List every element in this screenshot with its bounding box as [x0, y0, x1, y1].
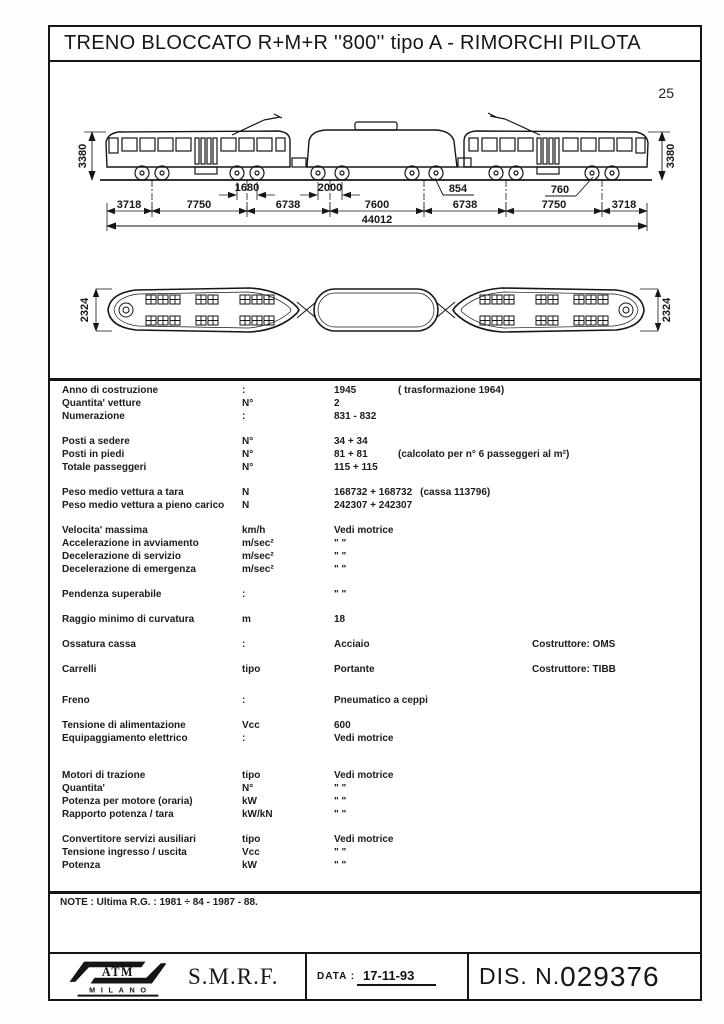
spec-label: Motori di trazione: [62, 770, 146, 781]
spec-row: [50, 499, 700, 512]
atm-logo-icon: [62, 956, 174, 998]
spec-label: Accelerazione in avviamento: [62, 538, 199, 549]
spec-value: 600: [334, 720, 351, 731]
spec-value: 168732 + 168732: [334, 487, 413, 498]
spec-row: [50, 550, 700, 563]
spec-label: Decelerazione di emergenza: [62, 564, 196, 575]
dim-width-left: [96, 289, 112, 331]
spec-value: Pneumatico a ceppi: [334, 695, 428, 706]
spec-value: " ": [334, 809, 347, 820]
spec-label: Velocita' massima: [62, 525, 148, 536]
side-elevation-drawing: [50, 105, 702, 240]
spec-label: Quantita' vetture: [62, 398, 142, 409]
spec-unit: m/sec²: [242, 551, 274, 562]
spec-label: Potenza per motore (oraria): [62, 796, 193, 807]
spec-row: [50, 397, 700, 410]
spec-unit: kW: [242, 860, 257, 871]
spec-maker: Costruttore: TIBB: [532, 664, 616, 675]
spec-row: [50, 795, 700, 808]
spec-label: Posti a sedere: [62, 436, 130, 447]
spec-value: 242307 + 242307: [334, 500, 413, 511]
spec-value: 18: [334, 614, 346, 625]
spec-value: " ": [334, 538, 347, 549]
spec-value: " ": [334, 783, 347, 794]
spec-value: 2: [334, 398, 340, 409]
spec-label: Peso medio vettura a tara: [62, 487, 184, 498]
spec-unit: N°: [242, 462, 254, 473]
spec-label: Tensione ingresso / uscita: [62, 847, 187, 858]
spec-unit: kW: [242, 796, 257, 807]
spec-unit: :: [242, 411, 246, 422]
spec-label: Anno di costruzione: [62, 385, 159, 396]
dim-height-left-label: 3380: [77, 143, 89, 169]
spec-label: Convertitore servizi ausiliari: [62, 834, 196, 845]
title-bar: [50, 27, 700, 62]
sheet-title: TRENO BLOCCATO R+M+R ''800'' tipo A - RIMORCHI PILOTA: [64, 32, 641, 54]
spec-label: Quantita': [62, 783, 105, 794]
dim-width-right: [640, 289, 658, 331]
dim-segment-label: 6738: [452, 199, 478, 211]
right-trailer-car-side: [464, 113, 648, 180]
spec-note: ( trasformazione 1964): [398, 385, 505, 396]
spec-unit: :: [242, 695, 246, 706]
spec-row: [50, 448, 700, 461]
spec-row: [50, 846, 700, 859]
spec-label: Potenza: [62, 860, 101, 871]
spec-row: [50, 410, 700, 423]
spec-row: [50, 694, 700, 707]
spec-unit: N°: [242, 436, 254, 447]
spec-unit: N°: [242, 449, 254, 460]
spec-maker: Costruttore: OMS: [532, 639, 616, 650]
logo-cell: [50, 954, 305, 999]
spec-row: [50, 732, 700, 745]
spec-unit: N: [242, 487, 250, 498]
spec-note: (calcolato per n° 6 passeggeri al m²): [398, 449, 570, 460]
spec-value: 115 + 115: [334, 462, 378, 473]
spec-value: " ": [334, 564, 347, 575]
spec-unit: N°: [242, 398, 254, 409]
spec-row: [50, 537, 700, 550]
dim-wheelbase-trailer-label: 1680: [234, 182, 260, 194]
spec-row: [50, 435, 700, 448]
atm-logo-text: ATM: [101, 964, 135, 979]
spec-row: [50, 588, 700, 601]
drawing-number-value: 029376: [560, 960, 660, 992]
spec-label: Pendenza superabile: [62, 589, 162, 600]
spec-value: 1945: [334, 385, 357, 396]
left-trailer-car-side: [106, 114, 290, 180]
spec-unit: m/sec²: [242, 538, 274, 549]
spec-row: [50, 638, 700, 651]
trolley-pole-icon: [232, 114, 282, 135]
spec-unit: :: [242, 589, 246, 600]
spec-label: Tensione di alimentazione: [62, 720, 186, 731]
spec-label: Numerazione: [62, 411, 125, 422]
dim-854-label: 854: [448, 183, 468, 195]
spec-value: " ": [334, 847, 347, 858]
spec-row: [50, 859, 700, 872]
spec-label: Raggio minimo di curvatura: [62, 614, 195, 625]
drawing-sheet-frame: [48, 25, 702, 1001]
dim-segment-label: 3718: [611, 199, 637, 211]
spec-row: [50, 461, 700, 474]
spec-row: [50, 833, 700, 846]
spec-value: Vedi motrice: [334, 733, 394, 744]
spec-unit: m: [242, 614, 251, 625]
spec-value: 831 - 832: [334, 411, 377, 422]
spec-label: Totale passeggeri: [62, 462, 147, 473]
left-trailer-car-plan: [108, 288, 299, 332]
spec-label: Rapporto potenza / tara: [62, 809, 174, 820]
spec-unit: Vcc: [242, 847, 260, 858]
spec-unit: :: [242, 385, 246, 396]
spec-value: " ": [334, 551, 347, 562]
spec-unit: tipo: [242, 664, 261, 675]
spec-note: (cassa 113796): [420, 487, 491, 498]
org-name: S.M.R.F.: [188, 963, 279, 989]
right-trailer-car-plan: [453, 288, 644, 332]
spec-unit: :: [242, 639, 246, 650]
spec-row: [50, 486, 700, 499]
spec-value: Vedi motrice: [334, 770, 394, 781]
drawing-number-label: DIS. N.: [479, 963, 561, 989]
spec-unit: :: [242, 733, 246, 744]
spec-label: Equipaggiamento elettrico: [62, 733, 188, 744]
spec-value: Vedi motrice: [334, 525, 394, 536]
middle-motor-car-plan: [297, 289, 455, 331]
spec-row: [50, 808, 700, 821]
spec-value: " ": [334, 860, 347, 871]
drawing-number-cell: [467, 954, 700, 999]
dim-wheelbase-motor-label: 2000: [317, 182, 343, 194]
spec-value: " ": [334, 589, 347, 600]
spec-value: 81 + 81: [334, 449, 368, 460]
dim-segment-label: 3718: [116, 199, 142, 211]
spec-value: Vedi motrice: [334, 834, 394, 845]
atm-logo-city: MILANO: [89, 984, 152, 994]
spec-unit: tipo: [242, 834, 261, 845]
spec-unit: N°: [242, 783, 254, 794]
spec-unit: N: [242, 500, 250, 511]
date-label: DATA :: [317, 971, 356, 982]
dim-width-right-label: 2324: [661, 297, 673, 323]
note-line: NOTE : Ultima R.G. : 1981 ÷ 84 - 1987 - 88.: [50, 891, 700, 908]
spec-row: [50, 782, 700, 795]
spec-row: [50, 769, 700, 782]
spec-row: [50, 524, 700, 537]
spec-value: 34 + 34: [334, 436, 368, 447]
spec-value: " ": [334, 796, 347, 807]
spec-unit: km/h: [242, 525, 266, 536]
date-value: 17-11-93: [357, 968, 436, 986]
spec-row: [50, 384, 700, 397]
spec-table: [50, 378, 700, 872]
date-cell: [305, 954, 467, 999]
dim-total-label: 44012: [361, 214, 393, 226]
dim-segment-label: 7750: [541, 199, 567, 211]
spec-unit: kW/kN: [242, 809, 273, 820]
plan-view-drawing: [50, 250, 702, 370]
spec-unit: m/sec²: [242, 564, 274, 575]
spec-unit: tipo: [242, 770, 261, 781]
page-number: 25: [658, 85, 674, 101]
spec-label: Carrelli: [62, 664, 97, 675]
dim-width-left-label: 2324: [79, 297, 91, 323]
dim-segment-label: 7750: [186, 199, 212, 211]
spec-row: [50, 563, 700, 576]
spec-label: Peso medio vettura a pieno carico: [62, 500, 225, 511]
spec-value: Portante: [334, 664, 375, 675]
spec-value: Acciaio: [334, 639, 370, 650]
title-block: [48, 952, 702, 1001]
dim-760-label: 760: [550, 184, 570, 196]
dim-height-right-label: 3380: [665, 143, 677, 169]
spec-row: [50, 663, 700, 676]
spec-label: Freno: [62, 695, 90, 706]
spec-label: Ossatura cassa: [62, 639, 136, 650]
spec-unit: Vcc: [242, 720, 260, 731]
spec-label: Posti in piedi: [62, 449, 125, 460]
spec-row: [50, 613, 700, 626]
dim-segment-label: 7600: [364, 199, 390, 211]
spec-table-body: [50, 384, 700, 872]
middle-motor-car-side: [292, 122, 471, 180]
spec-row: [50, 719, 700, 732]
spec-label: Decelerazione di servizio: [62, 551, 181, 562]
dim-segment-label: 6738: [275, 199, 301, 211]
